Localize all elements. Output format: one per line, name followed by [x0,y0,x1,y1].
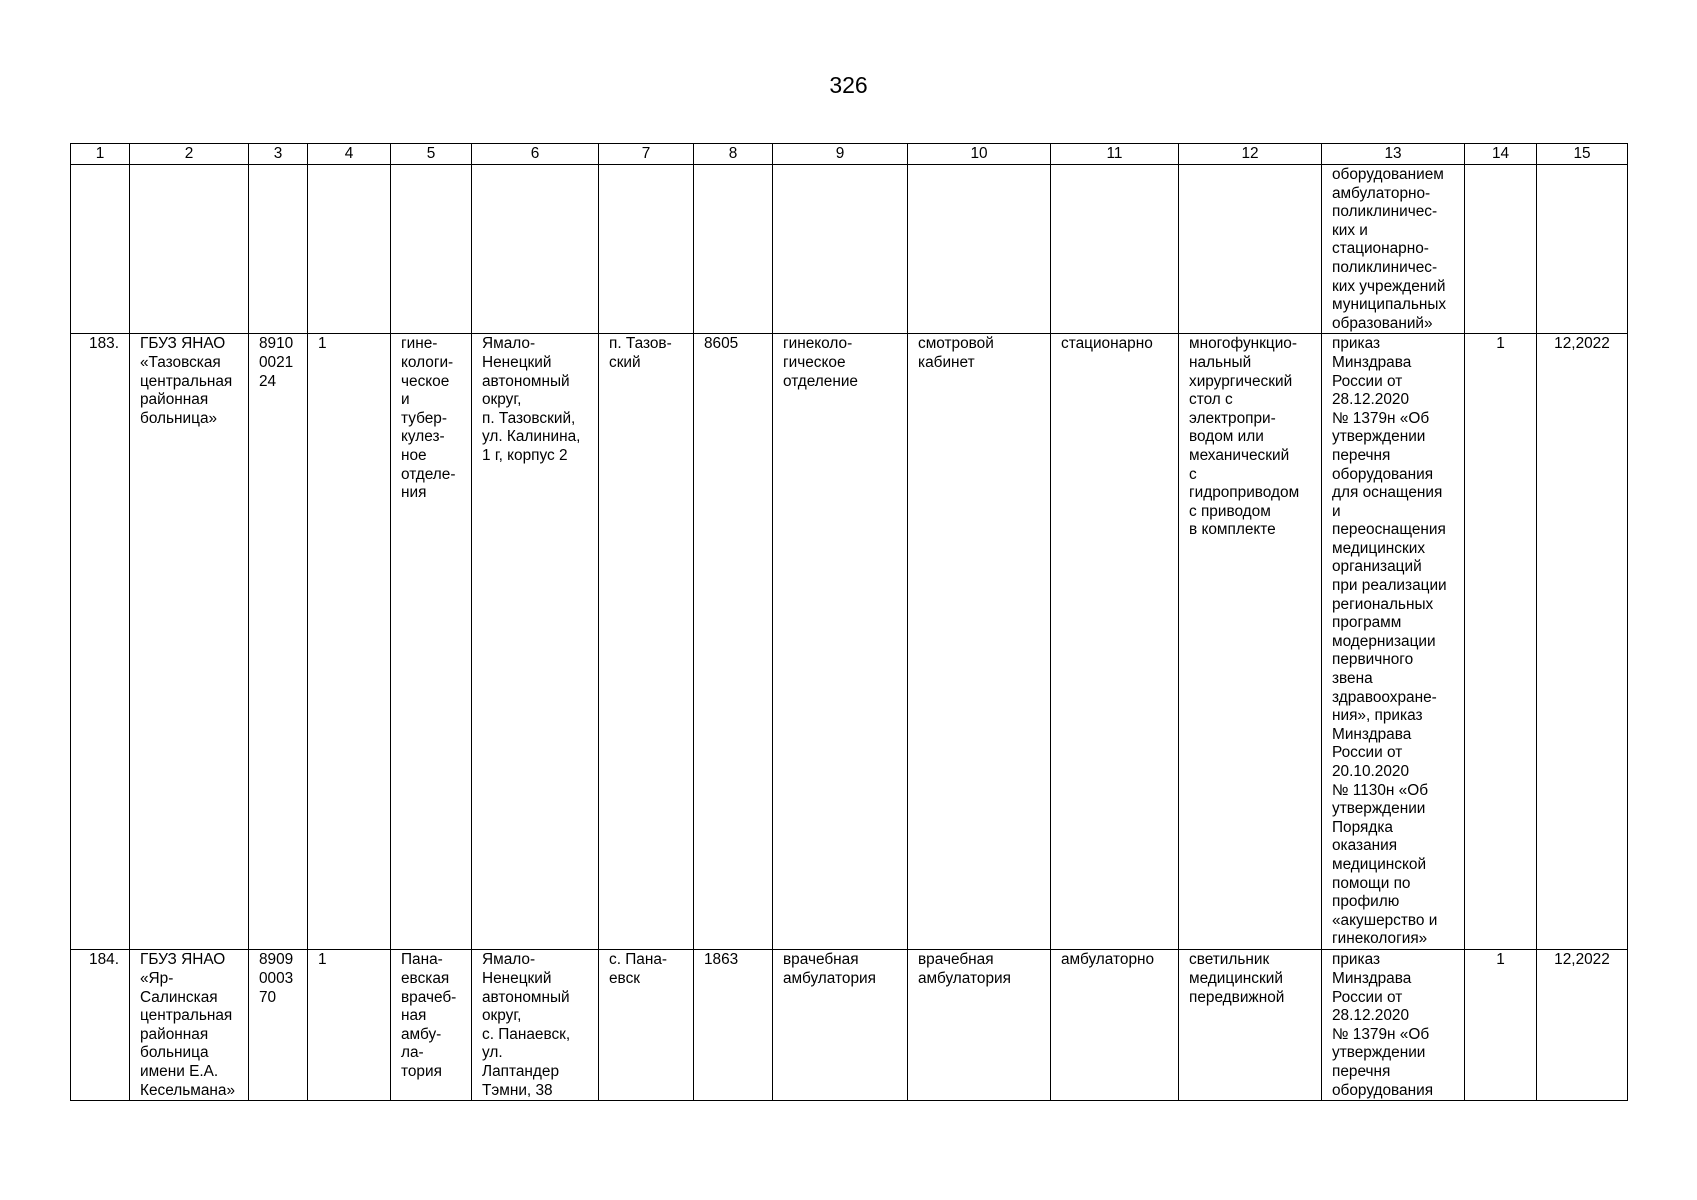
address-cell: Ямало- Ненецкий автономный округ, с. Панаевск, ул. Лаптандер Тэмни, 38 [472,950,599,1101]
code-cell: 8910 0021 24 [249,334,308,950]
table-cell [1465,165,1537,334]
column-header: 14 [1465,144,1537,165]
table-row [71,334,1628,950]
department-cell: гине- кологи- ческое и тубер- кулез- ное отделе- ния [391,334,472,950]
column-header: 12 [1179,144,1322,165]
column-header: 13 [1322,144,1465,165]
column-header: 1 [71,144,130,165]
table-cell [472,165,599,334]
table-cell [1051,165,1179,334]
legal-basis-cell: приказ Минздрава России от 28.12.2020 № 1379н «Об утверждении перечня оборудования [1322,950,1465,1101]
column-header: 3 [249,144,308,165]
institution-cell: ГБУЗ ЯНАО «Яр- Салинская центральная районная больница имени Е.А. Кесельмана» [130,950,249,1101]
care-type-cell: стационарно [1051,334,1179,950]
department-cell: Пана- евская врачеб- ная амбу- ла- тория [391,950,472,1101]
table-cell: 1 [308,950,391,1101]
legal-basis-cell: приказ Минздрава России от 28.12.2020 № 1379н «Об утверждении перечня оборудования для оснащения и переоснащения медицинских организаций при реализации региональных программ модернизации первичного звена здравоохране- ния», приказ Минздрава России от 20.10.2020 № 1130н «Об утверждении Порядка оказания медицинской помощи по профилю «акушерство и гинекология» [1322,334,1465,950]
table-cell [130,165,249,334]
column-header: 10 [908,144,1051,165]
table-cell [308,165,391,334]
column-header: 2 [130,144,249,165]
table-row [71,950,1628,1101]
column-header: 9 [773,144,908,165]
table-cell [71,165,130,334]
column-header: 7 [599,144,694,165]
table-cell [1179,165,1322,334]
settlement-cell: с. Пана- евск [599,950,694,1101]
table-cell [391,165,472,334]
column-header: 11 [1051,144,1179,165]
table-cell [908,165,1051,334]
room-cell: смотровой кабинет [908,334,1051,950]
table-cell: 1 [308,334,391,950]
column-header: 4 [308,144,391,165]
quantity-cell: 1 [1465,334,1537,950]
row-number-cell: 184. [71,950,130,1101]
equipment-cell: светильник медицинский передвижной [1179,950,1322,1101]
unit-cell: гинеколо- гическое отделение [773,334,908,950]
table-cell [694,165,773,334]
column-header: 8 [694,144,773,165]
address-cell: Ямало- Ненецкий автономный округ, п. Тазовский, ул. Калинина, 1 г, корпус 2 [472,334,599,950]
table-row-continuation [71,165,1628,334]
table-cell [773,165,908,334]
equipment-cell: многофункцио- нальный хирургический стол с электропри- водом или механический с гидроприводом с приводом в комплекте [1179,334,1322,950]
equipment-table [70,143,1628,1101]
table-cell [599,165,694,334]
care-type-cell: амбулаторно [1051,950,1179,1101]
row-number-cell: 183. [71,334,130,950]
code-cell: 8909 0003 70 [249,950,308,1101]
page-number: 326 [829,72,868,98]
room-cell: врачебная амбулатория [908,950,1051,1101]
quantity-cell: 1 [1465,950,1537,1101]
column-header: 6 [472,144,599,165]
date-cell: 12,2022 [1537,950,1628,1101]
institution-cell: ГБУЗ ЯНАО «Тазовская центральная районная больница» [130,334,249,950]
table-cell [249,165,308,334]
column-header: 5 [391,144,472,165]
column-header: 15 [1537,144,1628,165]
header-row [71,144,1628,165]
unit-cell: врачебная амбулатория [773,950,908,1101]
population-cell: 1863 [694,950,773,1101]
settlement-cell: п. Тазов- ский [599,334,694,950]
population-cell: 8605 [694,334,773,950]
date-cell: 12,2022 [1537,334,1628,950]
legal-basis-cell: оборудованием амбулаторно- поликлиничес- ких и стационарно- поликлиничес- ких учреждений муниципальных образований» [1322,165,1465,334]
table-cell [1537,165,1628,334]
